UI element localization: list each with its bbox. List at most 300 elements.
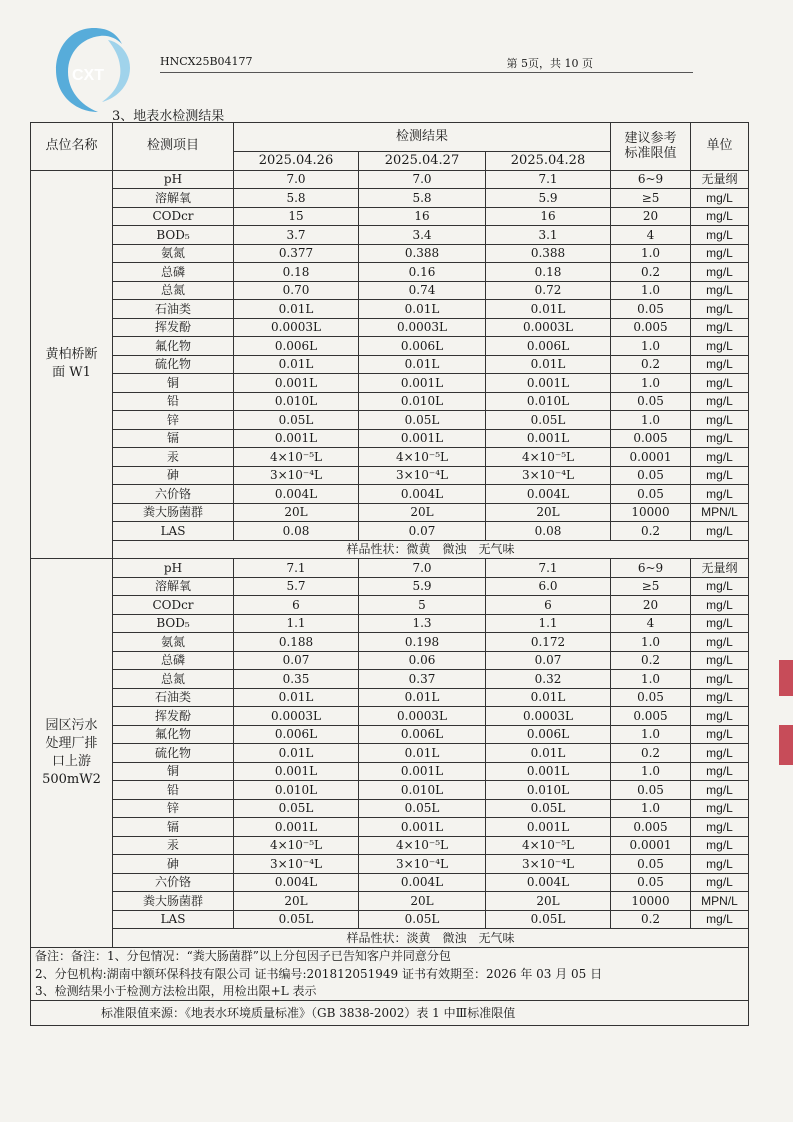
table-row	[31, 596, 749, 615]
value-cell: 3×10⁻⁴L	[234, 855, 359, 874]
unit-cell: mg/L	[691, 818, 749, 837]
item-cell: 总磷	[113, 651, 234, 670]
limit-cell: 4	[611, 226, 691, 245]
item-cell: 氟化物	[113, 725, 234, 744]
unit-cell: mg/L	[691, 485, 749, 504]
unit-cell: mg/L	[691, 577, 749, 596]
limit-cell: 0.0001	[611, 448, 691, 467]
value-cell: 0.74	[359, 281, 486, 300]
unit-cell: mg/L	[691, 281, 749, 300]
item-cell: 铅	[113, 392, 234, 411]
limit-cell: 0.2	[611, 263, 691, 282]
value-cell: 0.07	[234, 651, 359, 670]
table-row	[31, 614, 749, 633]
value-cell: 0.010L	[359, 781, 486, 800]
unit-cell: mg/L	[691, 873, 749, 892]
table-row	[31, 318, 749, 337]
item-cell: LAS	[113, 910, 234, 929]
limit-cell: 1.0	[611, 670, 691, 689]
header-divider	[160, 72, 693, 73]
note-3: 3、检测结果小于检测方法检出限，用检出限+L 表示	[31, 983, 749, 1001]
limit-cell: 0.05	[611, 873, 691, 892]
item-cell: 六价铬	[113, 485, 234, 504]
unit-cell: mg/L	[691, 318, 749, 337]
value-cell: 0.001L	[359, 818, 486, 837]
value-cell: 7.1	[486, 170, 611, 189]
value-cell: 0.188	[234, 633, 359, 652]
limit-cell: 10000	[611, 892, 691, 911]
table-row	[31, 411, 749, 430]
item-cell: 镉	[113, 429, 234, 448]
value-cell: 3×10⁻⁴L	[486, 466, 611, 485]
value-cell: 0.0003L	[486, 318, 611, 337]
value-cell: 0.0003L	[359, 318, 486, 337]
notes-section	[31, 947, 749, 1026]
table-row	[31, 707, 749, 726]
table-row	[31, 799, 749, 818]
report-number: HNCX25B04177	[160, 55, 253, 68]
unit-cell: mg/L	[691, 429, 749, 448]
value-cell: 3×10⁻⁴L	[359, 855, 486, 874]
value-cell: 5	[359, 596, 486, 615]
value-cell: 0.0003L	[234, 318, 359, 337]
table-row	[31, 836, 749, 855]
limit-cell: 1.0	[611, 281, 691, 300]
unit-cell: mg/L	[691, 614, 749, 633]
value-cell: 0.004L	[359, 485, 486, 504]
value-cell: 0.01L	[234, 355, 359, 374]
value-cell: 0.388	[486, 244, 611, 263]
item-cell: 硫化物	[113, 355, 234, 374]
table-row	[31, 263, 749, 282]
item-cell: 镉	[113, 818, 234, 837]
item-cell: LAS	[113, 522, 234, 541]
value-cell: 0.004L	[359, 873, 486, 892]
unit-cell: mg/L	[691, 300, 749, 319]
unit-cell: mg/L	[691, 226, 749, 245]
limit-cell: 0.2	[611, 744, 691, 763]
value-cell: 3.4	[359, 226, 486, 245]
value-cell: 0.08	[486, 522, 611, 541]
item-cell: 砷	[113, 855, 234, 874]
item-cell: 总氮	[113, 281, 234, 300]
unit-cell: mg/L	[691, 910, 749, 929]
value-cell: 0.01L	[234, 300, 359, 319]
item-cell: 石油类	[113, 688, 234, 707]
table-row	[31, 855, 749, 874]
item-cell: BOD₅	[113, 226, 234, 245]
value-cell: 0.010L	[234, 781, 359, 800]
table-row	[31, 170, 749, 189]
value-cell: 3×10⁻⁴L	[359, 466, 486, 485]
item-cell: 溶解氧	[113, 577, 234, 596]
table-row	[31, 670, 749, 689]
item-cell: 挥发酚	[113, 707, 234, 726]
unit-cell: mg/L	[691, 725, 749, 744]
limit-cell: 0.005	[611, 818, 691, 837]
table-row	[31, 781, 749, 800]
table-row	[31, 485, 749, 504]
item-cell: 氨氮	[113, 244, 234, 263]
value-cell: 0.006L	[234, 337, 359, 356]
site-name-line: 黄柏桥断	[45, 347, 98, 363]
limit-cell: ≥5	[611, 189, 691, 208]
header-site: 点位名称	[31, 123, 113, 171]
item-cell: 汞	[113, 836, 234, 855]
value-cell: 0.01L	[486, 688, 611, 707]
header-item: 检测项目	[113, 123, 234, 171]
item-cell: 铅	[113, 781, 234, 800]
value-cell: 0.01L	[486, 744, 611, 763]
value-cell: 4×10⁻⁵L	[359, 448, 486, 467]
unit-cell: mg/L	[691, 189, 749, 208]
note-2: 2、分包机构:湖南中额环保科技有限公司 证书编号:201812051949 证书有效期至：2026 年 03 月 05 日	[31, 965, 749, 983]
table-row	[31, 429, 749, 448]
value-cell: 16	[359, 207, 486, 226]
value-cell: 0.72	[486, 281, 611, 300]
table-row	[31, 207, 749, 226]
table-row	[31, 522, 749, 541]
limit-cell: 0.05	[611, 855, 691, 874]
table-row	[31, 744, 749, 763]
value-cell: 0.004L	[486, 873, 611, 892]
item-cell: 粪大肠菌群	[113, 503, 234, 522]
value-cell: 0.006L	[486, 725, 611, 744]
site-name-line: 口上游	[51, 753, 91, 769]
table-row	[31, 873, 749, 892]
table-row	[31, 762, 749, 781]
results-table	[30, 122, 749, 1026]
unit-cell: mg/L	[691, 836, 749, 855]
value-cell: 6	[486, 596, 611, 615]
unit-cell: mg/L	[691, 263, 749, 282]
limit-cell: 0.05	[611, 688, 691, 707]
value-cell: 4×10⁻⁵L	[234, 836, 359, 855]
value-cell: 0.001L	[359, 429, 486, 448]
value-cell: 0.01L	[359, 355, 486, 374]
value-cell: 0.18	[234, 263, 359, 282]
value-cell: 4×10⁻⁵L	[486, 836, 611, 855]
item-cell: 锌	[113, 799, 234, 818]
logo-text: CXT	[72, 67, 104, 84]
table-row	[31, 559, 749, 578]
value-cell: 20L	[486, 892, 611, 911]
value-cell: 0.70	[234, 281, 359, 300]
limit-cell: 6~9	[611, 559, 691, 578]
value-cell: 7.0	[234, 170, 359, 189]
value-cell: 0.004L	[234, 485, 359, 504]
value-cell: 3×10⁻⁴L	[234, 466, 359, 485]
value-cell: 0.001L	[234, 374, 359, 393]
value-cell: 7.1	[234, 559, 359, 578]
value-cell: 0.05L	[359, 910, 486, 929]
item-cell: 石油类	[113, 300, 234, 319]
value-cell: 0.07	[359, 522, 486, 541]
unit-cell: mg/L	[691, 596, 749, 615]
value-cell: 5.9	[486, 189, 611, 208]
unit-cell: mg/L	[691, 707, 749, 726]
unit-cell: mg/L	[691, 762, 749, 781]
sample-description-row	[31, 540, 749, 559]
value-cell: 0.001L	[234, 429, 359, 448]
unit-cell: mg/L	[691, 392, 749, 411]
value-cell: 4×10⁻⁵L	[234, 448, 359, 467]
value-cell: 7.0	[359, 559, 486, 578]
item-cell: 砷	[113, 466, 234, 485]
header-results: 检测结果	[234, 123, 611, 152]
table-row	[31, 466, 749, 485]
limit-cell: 0.2	[611, 651, 691, 670]
value-cell: 5.8	[234, 189, 359, 208]
value-cell: 20L	[359, 892, 486, 911]
unit-cell: mg/L	[691, 374, 749, 393]
limit-cell: 1.0	[611, 374, 691, 393]
value-cell: 0.172	[486, 633, 611, 652]
value-cell: 0.006L	[359, 337, 486, 356]
table-row	[31, 651, 749, 670]
value-cell: 5.8	[359, 189, 486, 208]
item-cell: 总氮	[113, 670, 234, 689]
value-cell: 0.05L	[359, 799, 486, 818]
value-cell: 0.010L	[234, 392, 359, 411]
limit-cell: 0.2	[611, 522, 691, 541]
limit-cell: 0.05	[611, 485, 691, 504]
value-cell: 0.05L	[234, 799, 359, 818]
unit-cell: mg/L	[691, 799, 749, 818]
table-row	[31, 281, 749, 300]
unit-cell: mg/L	[691, 781, 749, 800]
limit-cell: 0.2	[611, 355, 691, 374]
value-cell: 20L	[359, 503, 486, 522]
item-cell: 铜	[113, 762, 234, 781]
unit-cell: 无量纲	[691, 170, 749, 189]
stamp-fragment	[779, 660, 793, 696]
unit-cell: mg/L	[691, 633, 749, 652]
site-name	[31, 559, 113, 948]
value-cell: 7.1	[486, 559, 611, 578]
value-cell: 0.01L	[486, 300, 611, 319]
limit-cell: 1.0	[611, 762, 691, 781]
site-name-line: 园区污水	[45, 717, 98, 733]
unit-cell: mg/L	[691, 448, 749, 467]
table-row	[31, 503, 749, 522]
value-cell: 6.0	[486, 577, 611, 596]
limit-cell: 1.0	[611, 633, 691, 652]
table-row	[31, 577, 749, 596]
value-cell: 0.01L	[234, 688, 359, 707]
item-cell: 溶解氧	[113, 189, 234, 208]
value-cell: 0.001L	[359, 762, 486, 781]
item-cell: BOD₅	[113, 614, 234, 633]
value-cell: 0.05L	[359, 411, 486, 430]
header-date-2: 2025.04.27	[359, 152, 486, 171]
value-cell: 0.06	[359, 651, 486, 670]
item-cell: pH	[113, 559, 234, 578]
value-cell: 0.08	[234, 522, 359, 541]
item-cell: CODcr	[113, 596, 234, 615]
standard-source: 标准限值来源：《地表水环境质量标准》（GB 3838-2002）表 1 中Ⅲ标准限值	[31, 1001, 749, 1026]
value-cell: 0.377	[234, 244, 359, 263]
site-name	[31, 170, 113, 559]
sample-description-row	[31, 929, 749, 948]
value-cell: 0.01L	[359, 300, 486, 319]
unit-cell: mg/L	[691, 670, 749, 689]
value-cell: 20L	[234, 503, 359, 522]
item-cell: 氟化物	[113, 337, 234, 356]
value-cell: 0.006L	[486, 337, 611, 356]
table-row	[31, 818, 749, 837]
table-row	[31, 448, 749, 467]
value-cell: 0.05L	[486, 799, 611, 818]
sample-description: 样品性状：微黄 微浊 无气味	[113, 540, 749, 559]
value-cell: 20L	[486, 503, 611, 522]
value-cell: 0.37	[359, 670, 486, 689]
value-cell: 0.010L	[359, 392, 486, 411]
limit-cell: 1.0	[611, 725, 691, 744]
value-cell: 0.001L	[234, 818, 359, 837]
unit-cell: mg/L	[691, 466, 749, 485]
header-date-1: 2025.04.26	[234, 152, 359, 171]
value-cell: 0.001L	[486, 374, 611, 393]
site-name-line: 处理厂排	[45, 735, 98, 751]
limit-cell: 1.0	[611, 244, 691, 263]
header-limit	[611, 123, 691, 171]
value-cell: 0.16	[359, 263, 486, 282]
value-cell: 0.006L	[359, 725, 486, 744]
table-row	[31, 189, 749, 208]
sample-description: 样品性状：淡黄 微浊 无气味	[113, 929, 749, 948]
value-cell: 3×10⁻⁴L	[486, 855, 611, 874]
value-cell: 0.01L	[486, 355, 611, 374]
value-cell: 0.001L	[486, 818, 611, 837]
unit-cell: 无量纲	[691, 559, 749, 578]
item-cell: pH	[113, 170, 234, 189]
limit-cell: 0.2	[611, 910, 691, 929]
value-cell: 0.05L	[486, 910, 611, 929]
table-row	[31, 892, 749, 911]
value-cell: 0.0003L	[234, 707, 359, 726]
unit-cell: mg/L	[691, 337, 749, 356]
item-cell: 锌	[113, 411, 234, 430]
value-cell: 0.388	[359, 244, 486, 263]
value-cell: 15	[234, 207, 359, 226]
value-cell: 4×10⁻⁵L	[359, 836, 486, 855]
table-row	[31, 374, 749, 393]
unit-cell: MPN/L	[691, 503, 749, 522]
unit-cell: mg/L	[691, 688, 749, 707]
limit-cell: 20	[611, 207, 691, 226]
header-limit-line2: 标准限值	[624, 146, 677, 162]
value-cell: 0.001L	[359, 374, 486, 393]
table-row	[31, 337, 749, 356]
value-cell: 0.0003L	[486, 707, 611, 726]
value-cell: 0.004L	[234, 873, 359, 892]
value-cell: 0.004L	[486, 485, 611, 504]
value-cell: 0.32	[486, 670, 611, 689]
limit-cell: 0.05	[611, 300, 691, 319]
value-cell: 0.05L	[486, 411, 611, 430]
limit-cell: 0.05	[611, 781, 691, 800]
value-cell: 0.001L	[234, 762, 359, 781]
table-row	[31, 226, 749, 245]
site-name-line: 面 W1	[52, 365, 91, 381]
limit-cell: ≥5	[611, 577, 691, 596]
site-name-line: 500mW2	[42, 771, 101, 787]
item-cell: 粪大肠菌群	[113, 892, 234, 911]
value-cell: 0.01L	[359, 744, 486, 763]
value-cell: 0.006L	[234, 725, 359, 744]
unit-cell: mg/L	[691, 855, 749, 874]
value-cell: 0.07	[486, 651, 611, 670]
unit-cell: MPN/L	[691, 892, 749, 911]
limit-cell: 20	[611, 596, 691, 615]
value-cell: 6	[234, 596, 359, 615]
value-cell: 1.1	[234, 614, 359, 633]
limit-cell: 4	[611, 614, 691, 633]
limit-cell: 1.0	[611, 337, 691, 356]
value-cell: 0.198	[359, 633, 486, 652]
unit-cell: mg/L	[691, 744, 749, 763]
item-cell: CODcr	[113, 207, 234, 226]
table-row	[31, 355, 749, 374]
value-cell: 0.05L	[234, 910, 359, 929]
limit-cell: 6~9	[611, 170, 691, 189]
value-cell: 0.18	[486, 263, 611, 282]
limit-cell: 1.0	[611, 411, 691, 430]
unit-cell: mg/L	[691, 207, 749, 226]
item-cell: 硫化物	[113, 744, 234, 763]
table-row	[31, 910, 749, 929]
unit-cell: mg/L	[691, 355, 749, 374]
value-cell: 0.05L	[234, 411, 359, 430]
limit-cell: 0.0001	[611, 836, 691, 855]
limit-cell: 0.005	[611, 318, 691, 337]
value-cell: 20L	[234, 892, 359, 911]
page-indicator: 第 5页，共 10 页	[506, 57, 593, 70]
table-row	[31, 633, 749, 652]
value-cell: 5.9	[359, 577, 486, 596]
limit-cell: 0.005	[611, 707, 691, 726]
value-cell: 0.01L	[359, 688, 486, 707]
item-cell: 汞	[113, 448, 234, 467]
table-row	[31, 725, 749, 744]
value-cell: 0.010L	[486, 392, 611, 411]
header-unit: 单位	[691, 123, 749, 171]
limit-cell: 1.0	[611, 799, 691, 818]
table-row	[31, 392, 749, 411]
item-cell: 氨氮	[113, 633, 234, 652]
section-title: 3、地表水检测结果	[112, 109, 225, 124]
header-date-3: 2025.04.28	[486, 152, 611, 171]
value-cell: 7.0	[359, 170, 486, 189]
value-cell: 3.1	[486, 226, 611, 245]
table-row	[31, 300, 749, 319]
limit-cell: 0.05	[611, 466, 691, 485]
table-row	[31, 244, 749, 263]
value-cell: 3.7	[234, 226, 359, 245]
value-cell: 16	[486, 207, 611, 226]
results-body	[31, 170, 749, 947]
value-cell: 5.7	[234, 577, 359, 596]
value-cell: 0.001L	[486, 429, 611, 448]
unit-cell: mg/L	[691, 522, 749, 541]
limit-cell: 0.005	[611, 429, 691, 448]
item-cell: 铜	[113, 374, 234, 393]
value-cell: 1.1	[486, 614, 611, 633]
value-cell: 1.3	[359, 614, 486, 633]
unit-cell: mg/L	[691, 244, 749, 263]
note-1: 备注：备注：1、分包情况：“粪大肠菌群”以上分包因子已告知客户并同意分包	[31, 947, 749, 965]
